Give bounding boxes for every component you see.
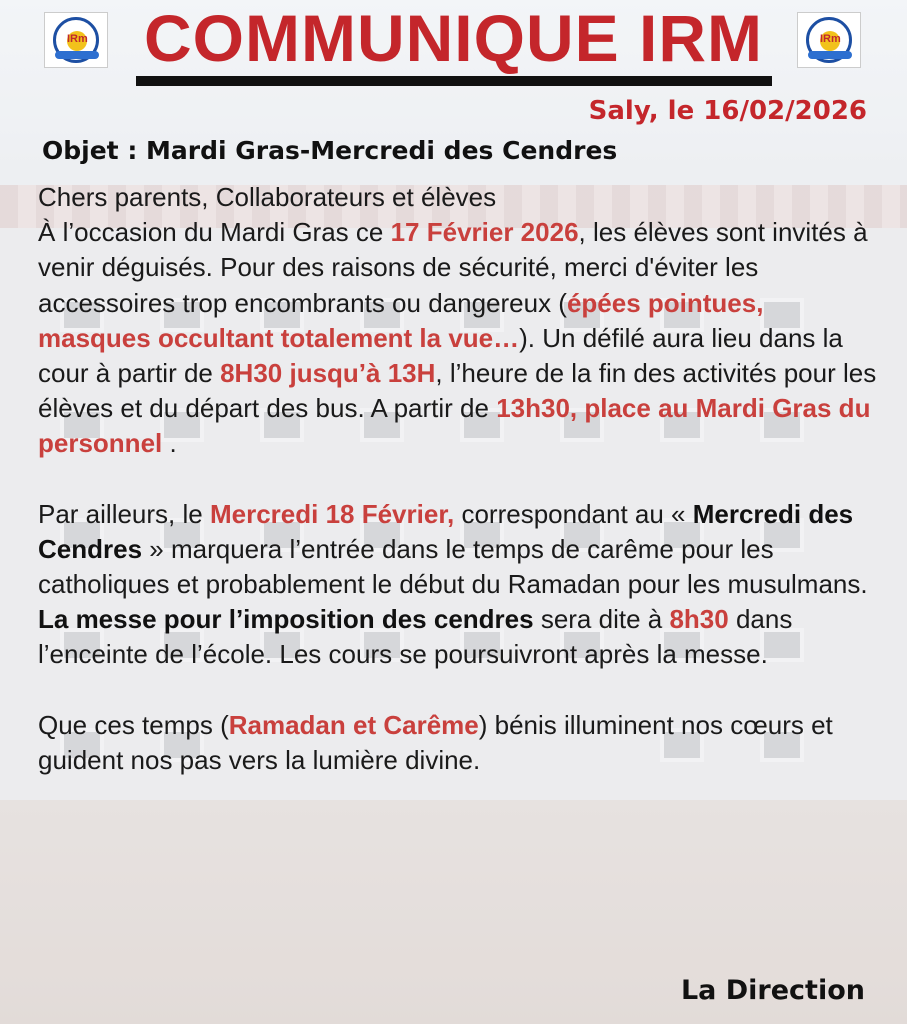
irm-logo-left: IRm [44,12,108,68]
letter-body [38,180,878,778]
paragraph-mardi-gras: À l’occasion du Mardi Gras ce 17 Février 2026, les élèves sont invités à venir déguisés. Pour des raisons de sécurité, merci d'éviter les accessoires trop encombrants ou dangereux (épées pointues, masques occultant totalement la vue…). Un défilé aura lieu dans la cour à partir de 8H30 jusqu’à 13H, l’heure de la fin des activités pour les élèves et du départ des bus. A partir de 13h30, place au Mardi Gras du personnel . [38,217,877,459]
title-underline [136,76,772,86]
subject-line: Objet : Mardi Gras-Mercredi des Cendres [42,136,618,165]
irm-logo-right: IRm [797,12,861,68]
signature: La Direction [680,975,865,1006]
page-title: COMMUNIQUE IRM [144,1,763,75]
paragraph-cendres: Par ailleurs, le Mercredi 18 Février, correspondant au « Mercredi des Cendres » marquera l’entrée dans le temps de carême pour les catholiques et probablement le début du Ramadan pour les musulmans. La messe pour l’imposition des cendres sera dite à 8h30 dans l’enceinte de l’école. Les cours se poursuivront après la messe. [38,498,868,670]
header [0,0,907,90]
greeting: Chers parents, Collaborateurs et élèves [38,182,497,212]
paragraph-blessing: Que ces temps (Ramadan et Carême) bénis illuminent nos cœurs et guident nos pas vers la lumière divine. [38,709,833,775]
date-line: Saly, le 16/02/2026 [588,96,867,126]
